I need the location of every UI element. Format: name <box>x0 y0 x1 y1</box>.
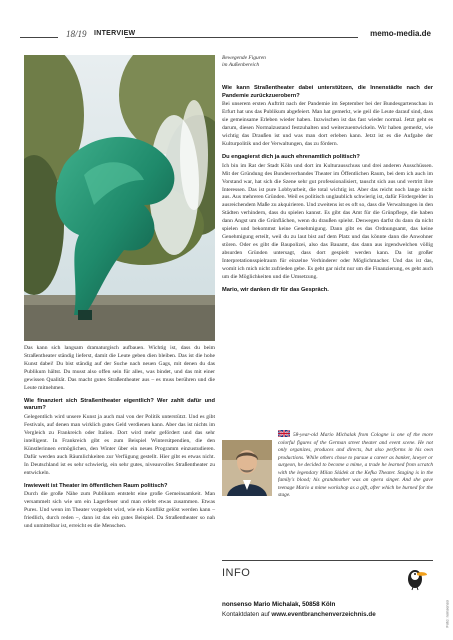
left-column <box>24 345 215 531</box>
right-question-2: Du engagierst dich ja auch ehrenamtlich politisch? <box>222 154 360 160</box>
sculpture-illustration <box>24 55 215 341</box>
right-answer-1: Bei unserem ersten Auftritt nach der Pandemie im September bei der Bundesgartenschau in Erfurt hat uns das Publikum abgefeiert. Man hat gemerkt, wie geil die Leute darauf sind, dass sie gemeinsame Erleben wieder haben. Inzwischen ist das fast wieder normal. Jetzt geht es darum, diesen Normalzustand festzuhalten und weiterzuentwickeln. Wir haben gemerkt, wie wichtig das Draußen ist und was man dort erleben kann. Jetzt ist es die Aufgabe der Kulturpolitik und der Verwaltungen, das zu fördern. <box>222 101 433 148</box>
photo-caption <box>222 55 312 69</box>
photo-credit: Foto: nonsenso <box>445 600 450 628</box>
photo-caption-text: Bewegende Figuren im Außenbereich <box>222 55 266 68</box>
header-rule-left <box>20 37 58 38</box>
info-box <box>222 560 433 616</box>
left-answer-2: Durch die große Nähe zum Publikum entsteht eine große Gemeinsamkeit. Man versammelt sich wie um ein Lagerfeuer und man erlebt etwas zusammen. Etwas Pures. Und wenn im Theater vorgelebt wird, wie ein Konflikt gelöst werden kann – friedlich, durch reden –, dann ist das ein gutes Beispiel. Da Straßentheater so nah und unmittelbar ist, erreicht es die Menschen. <box>24 491 215 529</box>
right-answer-2: Ich bin im Rat der Stadt Köln und dort im Kulturausschuss und drei anderen Ausschüssen. Mit der Gründung des Bundesverbandes Theater im Öffentlichen Raum, bei dem ich auch im Vorstand war, hat sich die Szene sehr gut professionalisiert, tauscht sich aus und vertritt ihre Interessen. Das ist pure Lobbyarbeit, die total wichtig ist. Aber das reicht noch lange nicht aus. Aus mehreren Gründen. Weil es politisch unglaublich schwierig ist, dafür Fördergelder in ausreichendem Maße zu akquirieren. Und zweitens ist es oft so, dass die Verwaltungen in den Städten verhindern, dass du spielen kannst. Es gibt das Amt für die Grünpflege, die haben dann Angst um die Grünflächen, wenn du draußen spielst. Deswegen darfst du dann da nicht spielen und bekommst keine Genehmigung. Dann gibt es das Ordnungsamt, das keine Genehmigung erteilt, weil du zu laut bist auf dem Platz und das könnte dann die Anwohner stören. Oder es gibt die Baupolizei, also das Bauamt, das dann aus irgendwelchen völlig absurden Gründen untersagt, dass dort gespielt werden kann. Da ist großer Interpretationsspielraum für einzelne Verhinderer oder Möglichmacher. Und das ist das, womit ich mich nicht zufrieden gebe. Es geht gar nicht nur um die Finanzierung, es geht auch um die Möglichkeiten und die Umsetzung. <box>222 162 433 280</box>
uk-flag-icon <box>278 430 290 437</box>
closing-line: Mario, wir danken dir für das Gespräch. <box>222 286 329 293</box>
directory-link[interactable]: www.eventbranchenverzeichnis.de <box>271 611 376 618</box>
contact-prefix: Kontaktdaten auf <box>222 611 272 618</box>
bio-box <box>222 430 433 560</box>
left-answer-1: Gelegentlich wird unsere Kunst ja auch mal von der Politik unterstützt. Und es gibt Festivals, auf denen man wirklich gutes Geld verdienen kann. Aber das ist nichts im Vergleich zu Frankreich oder Italien. Dort wird mehr gefördert und das sehr intelligent. In Frankreich gibt es zum Beispiel Wintersitpendien, die den Künstlerinnen ermöglichen, den Winter über ein neues Programm einzustudieren. Dafür werden auch Räumlichkeiten zur Verfügung gestellt. Hier gibt es etwas nicht. In Deutschland ist es sehr schwierig, ein sehr gutes, niveauvolles Straßentheater zu entwickeln. <box>24 414 215 476</box>
contact-line <box>222 611 376 618</box>
toucan-logo-icon <box>401 563 429 591</box>
left-question-2: Inwieweit ist Theater im öffentlichen Raum politisch? <box>24 482 168 489</box>
company-line: nonsenso Mario Michalak, 50858 Köln <box>222 601 336 608</box>
portrait-illustration <box>222 440 272 496</box>
bio-paragraph: 58-year-old Mario Michalak from Cologne is one of the more colorful figures of the German street theater and event scene. He not only organizes, produces and directs, but also performs in his own productions. While others chose to pursue a career as banker, lawyer or surgeon, he decided to become a mime, a trade he learned from scratch with the legendary Milan Sládek at the Kefka Theater. Staging is in the family's blood; his grandmother was an opera singer. And she gave teenage Mario a mime workshop as a gift, after which he burned for the stage. <box>278 432 433 499</box>
info-title: INFO <box>222 567 251 579</box>
page-header <box>0 10 453 39</box>
right-question-1: Wie kann Straßentheater dabei unterstützen, die Innenstädte nach der Pandemie zurückzuerobern? <box>222 85 433 99</box>
site-link[interactable]: memo-media.de <box>370 29 431 38</box>
section-label: INTERVIEW <box>94 30 136 37</box>
right-column <box>222 85 433 295</box>
sculpture-photo <box>24 55 215 341</box>
avatar <box>222 440 272 496</box>
page-number: 18/19 <box>66 29 87 39</box>
left-question-1: Wie finanziert sich Straßentheater eigentlich? Wer zahlt dafür und warum? <box>24 397 215 412</box>
header-rule-right <box>125 37 358 38</box>
left-intro-paragraph: Das kann sich langsam dramaturgisch aufbauen. Wichtig ist, dass du beim Straßentheater ständig lieferst, damit die Leute geben dien bleiben. Das ist die hohe Kunst dabei! Du bist ständig auf der Suche nach neuen Gags, mit denen du das Publikum hältst. Du musst also offen sein für alles, was bindet, und das mit einer gewissen Qualität. Das macht gutes Straßentheater aus – es muss berühren und die Leute mitnehmen. <box>24 345 215 391</box>
